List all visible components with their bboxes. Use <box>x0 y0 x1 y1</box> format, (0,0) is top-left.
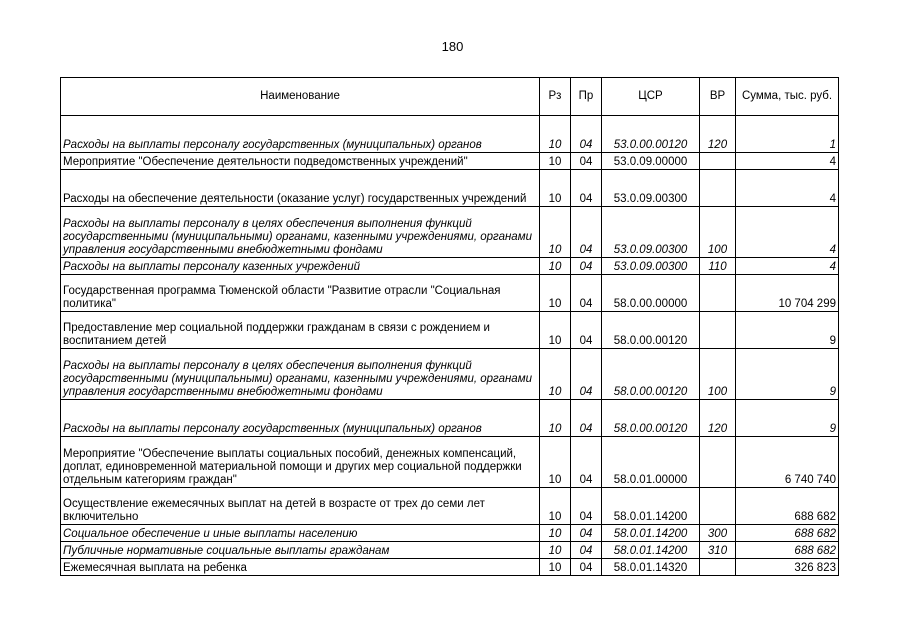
row-name: Ежемесячная выплата на ребенка <box>61 559 540 576</box>
row-vr <box>700 312 736 349</box>
row-pr: 04 <box>571 349 602 400</box>
row-vr <box>700 275 736 312</box>
row-vr: 300 <box>700 525 736 542</box>
row-rz: 10 <box>540 116 571 153</box>
row-pr: 04 <box>571 488 602 525</box>
row-csr: 58.0.01.14200 <box>602 488 700 525</box>
row-name: Осуществление ежемесячных выплат на детей в возрасте от трех до семи лет включительно <box>61 488 540 525</box>
row-sum: 6 740 740 <box>736 437 839 488</box>
row-rz: 10 <box>540 525 571 542</box>
row-sum: 688 682 <box>736 525 839 542</box>
row-vr <box>700 437 736 488</box>
row-name: Расходы на выплаты персоналу в целях обеспечения выполнения функций государственными (муниципальными) органами, казенными учреждениями, органами управления государственными внебюджетными фондами <box>61 349 540 400</box>
row-name: Социальное обеспечение и иные выплаты населению <box>61 525 540 542</box>
table-row <box>61 258 839 275</box>
row-sum: 1 <box>736 116 839 153</box>
table-row <box>61 153 839 170</box>
row-rz: 10 <box>540 312 571 349</box>
row-rz: 10 <box>540 488 571 525</box>
row-sum: 9 <box>736 312 839 349</box>
row-rz: 10 <box>540 258 571 275</box>
row-sum: 688 682 <box>736 542 839 559</box>
row-pr: 04 <box>571 153 602 170</box>
row-name: Расходы на обеспечение деятельности (оказание услуг) государственных учреждений <box>61 170 540 207</box>
header-rz: Рз <box>540 78 571 116</box>
row-pr: 04 <box>571 312 602 349</box>
row-vr: 120 <box>700 116 736 153</box>
table-row <box>61 542 839 559</box>
table-row <box>61 312 839 349</box>
row-vr: 120 <box>700 400 736 437</box>
row-pr: 04 <box>571 116 602 153</box>
row-name: Расходы на выплаты персоналу казенных учреждений <box>61 258 540 275</box>
row-sum: 4 <box>736 258 839 275</box>
row-csr: 58.0.00.00120 <box>602 400 700 437</box>
row-sum: 4 <box>736 207 839 258</box>
row-csr: 58.0.01.14320 <box>602 559 700 576</box>
table-row <box>61 275 839 312</box>
table-row <box>61 116 839 153</box>
row-vr: 110 <box>700 258 736 275</box>
row-pr: 04 <box>571 170 602 207</box>
row-rz: 10 <box>540 542 571 559</box>
row-csr: 58.0.00.00120 <box>602 312 700 349</box>
table-row <box>61 488 839 525</box>
table-row <box>61 559 839 576</box>
row-csr: 53.0.09.00300 <box>602 207 700 258</box>
row-pr: 04 <box>571 207 602 258</box>
row-sum: 10 704 299 <box>736 275 839 312</box>
row-csr: 53.0.09.00300 <box>602 258 700 275</box>
header-pr: Пр <box>571 78 602 116</box>
row-sum: 4 <box>736 170 839 207</box>
row-vr: 100 <box>700 207 736 258</box>
row-sum: 9 <box>736 349 839 400</box>
header-csr: ЦСР <box>602 78 700 116</box>
row-rz: 10 <box>540 207 571 258</box>
row-rz: 10 <box>540 153 571 170</box>
budget-table <box>60 77 839 576</box>
row-csr: 53.0.00.00120 <box>602 116 700 153</box>
table-header-row <box>61 78 839 116</box>
header-sum: Сумма, тыс. руб. <box>736 78 839 116</box>
page-number: 180 <box>441 39 464 54</box>
row-rz: 10 <box>540 349 571 400</box>
row-vr <box>700 559 736 576</box>
row-pr: 04 <box>571 437 602 488</box>
row-name: Государственная программа Тюменской области "Развитие отрасли "Социальная политика" <box>61 275 540 312</box>
row-csr: 58.0.01.14200 <box>602 525 700 542</box>
row-name: Расходы на выплаты персоналу в целях обеспечения выполнения функций государственными (муниципальными) органами, казенными учреждениями, органами управления государственными внебюджетными фондами <box>61 207 540 258</box>
row-name: Публичные нормативные социальные выплаты гражданам <box>61 542 540 559</box>
row-rz: 10 <box>540 559 571 576</box>
row-pr: 04 <box>571 559 602 576</box>
table-row <box>61 437 839 488</box>
row-vr: 310 <box>700 542 736 559</box>
row-vr <box>700 170 736 207</box>
row-pr: 04 <box>571 258 602 275</box>
row-sum: 688 682 <box>736 488 839 525</box>
row-rz: 10 <box>540 170 571 207</box>
row-name: Предоставление мер социальной поддержки гражданам в связи с рождением и воспитанием детей <box>61 312 540 349</box>
row-pr: 04 <box>571 400 602 437</box>
row-name: Расходы на выплаты персоналу государственных (муниципальных) органов <box>61 116 540 153</box>
row-name: Мероприятие "Обеспечение выплаты социальных пособий, денежных компенсаций, доплат, единовременной материальной помощи и других мер социальной поддержки отдельным категориям граждан" <box>61 437 540 488</box>
row-csr: 53.0.09.00000 <box>602 153 700 170</box>
row-name: Расходы на выплаты персоналу государственных (муниципальных) органов <box>61 400 540 437</box>
row-rz: 10 <box>540 400 571 437</box>
row-csr: 53.0.09.00300 <box>602 170 700 207</box>
row-rz: 10 <box>540 437 571 488</box>
row-csr: 58.0.01.00000 <box>602 437 700 488</box>
row-vr <box>700 153 736 170</box>
row-sum: 326 823 <box>736 559 839 576</box>
header-vr: ВР <box>700 78 736 116</box>
row-pr: 04 <box>571 542 602 559</box>
row-pr: 04 <box>571 525 602 542</box>
row-name: Мероприятие "Обеспечение деятельности подведомственных учреждений" <box>61 153 540 170</box>
row-vr <box>700 488 736 525</box>
table-row <box>61 400 839 437</box>
table-row <box>61 349 839 400</box>
table-row <box>61 207 839 258</box>
header-name: Наименование <box>61 78 540 116</box>
table-row <box>61 525 839 542</box>
row-sum: 4 <box>736 153 839 170</box>
row-csr: 58.0.01.14200 <box>602 542 700 559</box>
row-sum: 9 <box>736 400 839 437</box>
row-pr: 04 <box>571 275 602 312</box>
row-rz: 10 <box>540 275 571 312</box>
row-csr: 58.0.00.00000 <box>602 275 700 312</box>
row-csr: 58.0.00.00120 <box>602 349 700 400</box>
row-vr: 100 <box>700 349 736 400</box>
table-row <box>61 170 839 207</box>
